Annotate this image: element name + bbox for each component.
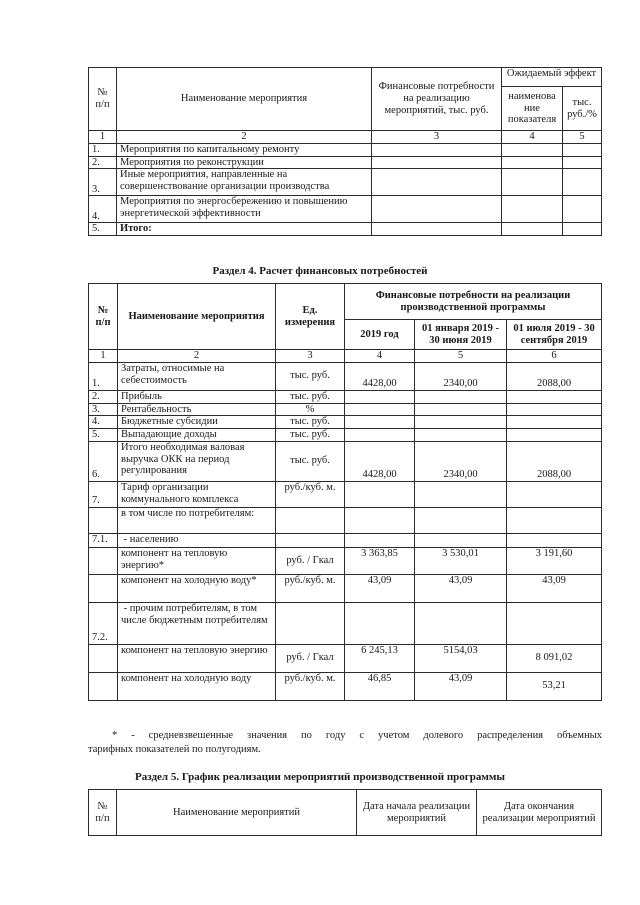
row-value-2019: 4428,00 xyxy=(345,362,415,390)
section5-title: Раздел 5. График реализации мероприятий производственной программы xyxy=(135,771,505,783)
table-row xyxy=(89,390,602,403)
row-num: 7.2. xyxy=(89,602,118,644)
row-num: 1. xyxy=(89,143,117,156)
row-name: Выпадающие доходы xyxy=(118,429,276,442)
row-value-q3: 2088,00 xyxy=(507,362,602,390)
row-name: компонент на холодную воду* xyxy=(118,574,276,602)
row-name: в том числе по потребителям: xyxy=(118,507,276,533)
header-effect-name: наименова ние показателя xyxy=(502,87,563,131)
footnote-line-1: * - средневзвешенные значения по году с учетом долевого распределения объемных xyxy=(112,730,602,741)
financial-needs-table xyxy=(88,283,602,701)
header-effect: Ожидаемый эффект xyxy=(502,68,602,87)
table-row xyxy=(89,429,602,442)
row-name: Прибыль xyxy=(118,390,276,403)
row-num: 5. xyxy=(89,223,117,236)
row-name: компонент на холодную воду xyxy=(118,672,276,700)
row-value-2019: 3 363,85 xyxy=(345,547,415,574)
row-value-2019: 43,09 xyxy=(345,574,415,602)
row-unit: тыс. руб. xyxy=(276,441,345,481)
row-num: 6. xyxy=(89,441,118,481)
table-row xyxy=(89,644,602,672)
colnum: 1 xyxy=(89,131,117,144)
row-num: 7.1. xyxy=(89,533,118,547)
colnum: 5 xyxy=(563,131,602,144)
row-value-q3 xyxy=(507,533,602,547)
row-name: Мероприятия по реконструкции xyxy=(117,156,372,169)
row-unit: руб./куб. м. xyxy=(276,481,345,507)
header-name: Наименование мероприятий xyxy=(117,790,357,836)
row-unit: тыс. руб. xyxy=(276,429,345,442)
column-numbers-row xyxy=(89,131,602,144)
row-name: Итого необходимая валовая выручка ОКК на период регулирования xyxy=(118,441,276,481)
row-unit: руб. / Гкал xyxy=(276,547,345,574)
row-value-h1: 43,09 xyxy=(415,672,507,700)
header-start-date: Дата начала реализации мероприятий xyxy=(357,790,477,836)
row-value-q3 xyxy=(507,403,602,416)
table-row xyxy=(89,547,602,574)
row-num xyxy=(89,547,118,574)
colnum: 3 xyxy=(372,131,502,144)
header-unit: Ед. измерения xyxy=(276,284,345,350)
row-value-q3 xyxy=(507,429,602,442)
row-value-2019 xyxy=(345,390,415,403)
row-num: 1. xyxy=(89,362,118,390)
row-value-h1 xyxy=(415,429,507,442)
footnote xyxy=(88,729,602,756)
row-value-2019: 46,85 xyxy=(345,672,415,700)
row-value-h1 xyxy=(415,403,507,416)
row-unit: % xyxy=(276,403,345,416)
header-period-h1: 01 января 2019 - 30 июня 2019 xyxy=(415,320,507,350)
row-num: 2. xyxy=(89,390,118,403)
row-value-2019: 4428,00 xyxy=(345,441,415,481)
row-unit: тыс. руб. xyxy=(276,390,345,403)
row-value-2019: 6 245,13 xyxy=(345,644,415,672)
row-value-h1 xyxy=(415,602,507,644)
row-value-q3 xyxy=(507,416,602,429)
table-row xyxy=(89,196,602,223)
header-num: № п/п xyxy=(89,790,117,836)
row-value-h1 xyxy=(415,533,507,547)
row-unit: тыс. руб. xyxy=(276,362,345,390)
colnum: 4 xyxy=(502,131,563,144)
table-row xyxy=(89,143,602,156)
row-value-q3 xyxy=(507,602,602,644)
colnum: 3 xyxy=(276,350,345,363)
row-name: - прочим потребителям, в том числе бюджетным потребителям xyxy=(118,602,276,644)
row-value-2019 xyxy=(345,481,415,507)
colnum: 2 xyxy=(117,131,372,144)
row-value-q3 xyxy=(507,507,602,533)
row-num: 4. xyxy=(89,416,118,429)
row-name: Мероприятия по энергосбережению и повышению энергетической эффективности xyxy=(117,196,372,223)
table-row xyxy=(89,441,602,481)
header-effect-unit: тыс. руб./% xyxy=(563,87,602,131)
row-value-h1: 5154,03 xyxy=(415,644,507,672)
row-name: - населению xyxy=(118,533,276,547)
header-period-q3: 01 июля 2019 - 30 сентября 2019 xyxy=(507,320,602,350)
row-name: компонент на тепловую энергию xyxy=(118,644,276,672)
header-finance: Финансовые потребности на реализацию мероприятий, тыс. руб. xyxy=(372,68,502,131)
row-value-q3: 3 191,60 xyxy=(507,547,602,574)
row-value-h1: 2340,00 xyxy=(415,362,507,390)
row-name: Итого: xyxy=(117,223,372,236)
row-name: Рентабельность xyxy=(118,403,276,416)
colnum: 4 xyxy=(345,350,415,363)
colnum: 2 xyxy=(118,350,276,363)
colnum: 6 xyxy=(507,350,602,363)
row-unit xyxy=(276,533,345,547)
row-num: 3. xyxy=(89,169,117,196)
table-row xyxy=(89,362,602,390)
row-value-q3 xyxy=(507,390,602,403)
row-num: 3. xyxy=(89,403,118,416)
row-name: Бюджетные субсидии xyxy=(118,416,276,429)
row-unit xyxy=(276,602,345,644)
row-value-q3: 2088,00 xyxy=(507,441,602,481)
row-value-h1 xyxy=(415,481,507,507)
row-value-h1: 2340,00 xyxy=(415,441,507,481)
row-value-h1 xyxy=(415,507,507,533)
row-name: Затраты, относимые на себестоимость xyxy=(118,362,276,390)
schedule-table xyxy=(88,789,602,836)
table-row xyxy=(89,481,602,507)
header-finance: Финансовые потребности на реализации производственной программы xyxy=(345,284,602,320)
row-value-q3 xyxy=(507,481,602,507)
row-num: 4. xyxy=(89,196,117,223)
header-num: № п/п xyxy=(89,68,117,131)
header-num: № п/п xyxy=(89,284,118,350)
row-num xyxy=(89,574,118,602)
table-row xyxy=(89,403,602,416)
header-period-2019: 2019 год xyxy=(345,320,415,350)
row-value-q3: 8 091,02 xyxy=(507,644,602,672)
row-num xyxy=(89,507,118,533)
row-name: Тариф организации коммунального комплекса xyxy=(118,481,276,507)
row-value-2019 xyxy=(345,507,415,533)
row-num: 2. xyxy=(89,156,117,169)
row-num xyxy=(89,672,118,700)
row-num xyxy=(89,644,118,672)
table-row-total xyxy=(89,223,602,236)
activities-table xyxy=(88,67,602,236)
row-value-2019 xyxy=(345,602,415,644)
row-name: Мероприятия по капитальному ремонту xyxy=(117,143,372,156)
row-value-h1: 43,09 xyxy=(415,574,507,602)
row-value-2019 xyxy=(345,416,415,429)
row-value-q3: 43,09 xyxy=(507,574,602,602)
row-num: 7. xyxy=(89,481,118,507)
table-row xyxy=(89,672,602,700)
row-value-2019 xyxy=(345,533,415,547)
section4-title: Раздел 4. Расчет финансовых потребностей xyxy=(212,265,428,277)
row-name: Иные мероприятия, направленные на совершенствование организации производства xyxy=(117,169,372,196)
table-row xyxy=(89,156,602,169)
row-value-2019 xyxy=(345,403,415,416)
header-end-date: Дата окончания реализации мероприятий xyxy=(477,790,602,836)
footnote-line-2: тарифных показателей по полугодиям. xyxy=(88,743,261,755)
row-unit: руб./куб. м. xyxy=(276,574,345,602)
row-unit xyxy=(276,507,345,533)
table-row xyxy=(89,602,602,644)
row-value-2019 xyxy=(345,429,415,442)
row-name: компонент на тепловую энергию* xyxy=(118,547,276,574)
column-numbers-row xyxy=(89,350,602,363)
colnum: 5 xyxy=(415,350,507,363)
table-row xyxy=(89,507,602,533)
row-value-h1 xyxy=(415,416,507,429)
colnum: 1 xyxy=(89,350,118,363)
header-name: Наименование мероприятия xyxy=(118,284,276,350)
table-row xyxy=(89,416,602,429)
table-row xyxy=(89,533,602,547)
row-value-h1 xyxy=(415,390,507,403)
header-name: Наименование мероприятия xyxy=(117,68,372,131)
row-unit: тыс. руб. xyxy=(276,416,345,429)
row-value-q3: 53,21 xyxy=(507,672,602,700)
row-unit: руб. / Гкал xyxy=(276,644,345,672)
row-unit: руб./куб. м. xyxy=(276,672,345,700)
table-row xyxy=(89,574,602,602)
row-value-h1: 3 530,01 xyxy=(415,547,507,574)
table-row xyxy=(89,169,602,196)
row-num: 5. xyxy=(89,429,118,442)
